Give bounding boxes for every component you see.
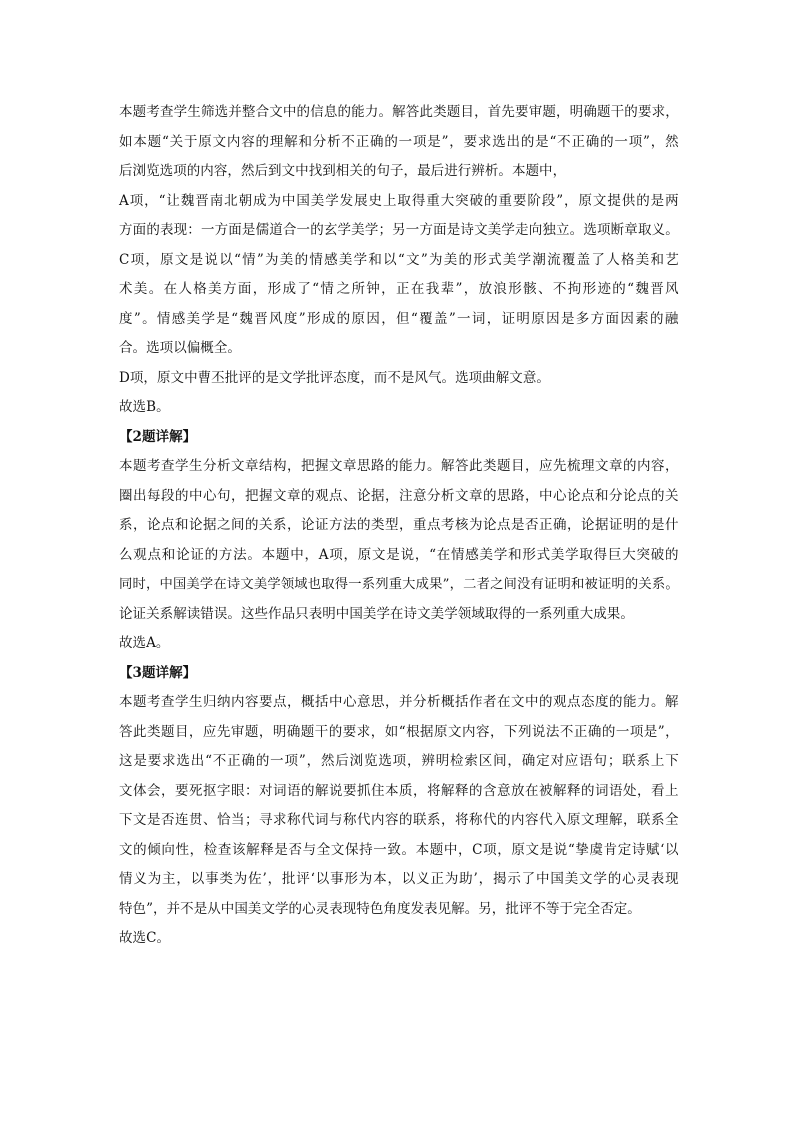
document-page [119, 98, 679, 954]
paragraph-line: A 项 ， “ 让 魏 晋 南 北 朝 成 为 中 国 美 学 发 展 史 上 取 得 重 大 突 破 的 重 要 阶 段 ” ， 原 文 提 供 的 是 两 [119, 192, 679, 209]
paragraph-line: 如 本 题 “ 关 于 原 文 内 容 的 理 解 和 分 析 不 正 确 的 一 项 是 ” ， 要 求 选 出 的 是 “ 不 正 确 的 一 项 ” ， 然 [119, 133, 679, 150]
paragraph-line: 论证关系解读错误。这些作品只表明中国美学在诗文美学领域取得的一系列重大成果。 [119, 605, 634, 622]
paragraph-line: 答 此 类 题 目 ， 应 先 审 题 ， 明 确 题 干 的 要 求 ， 如 “ 根 据 原 文 内 容 ， 下 列 说 法 不 正 确 的 一 项 是 ” ， [119, 723, 679, 740]
answer-line: 故选B。 [119, 399, 170, 415]
answer-line: 故选A。 [119, 635, 170, 651]
section-heading: 【2题详解】 [119, 428, 197, 445]
section-3 [119, 659, 679, 954]
paragraph-line: 情 义 为 主 ， 以 事 类 为 佐 ’ ， 批 评 ‘ 以 事 形 为 本 ， 以 义 正 为 助 ’ ， 揭 示 了 中 国 美 文 学 的 心 灵 表 现 [119, 871, 679, 887]
paragraph-line: 本 题 考 查 学 生 分 析 文 章 结 构 ， 把 握 文 章 思 路 的 能 力 。 解 答 此 类 题 目 ， 应 先 梳 理 文 章 的 内 容 ， [119, 458, 679, 474]
paragraph-line: 本 题 考 查 学 生 归 纳 内 容 要 点 ， 概 括 中 心 意 思 ， 并 分 析 概 括 作 者 在 文 中 的 观 点 态 度 的 能 力 。 解 [119, 694, 679, 710]
paragraph-line: 本 题 考 查 学 生 筛 选 并 整 合 文 中 的 信 息 的 能 力 。 解 答 此 类 题 目 ， 首 先 要 审 题 ， 明 确 题 干 的 要 求 ， [119, 104, 679, 120]
paragraph-line: 这 是 要 求 选 出 “ 不 正 确 的 一 项 ” ， 然 后 浏 览 选 项 ， 辨 明 检 索 区 间 ， 确 定 对 应 语 句 ； 联 系 上 下 [119, 753, 679, 769]
paragraph-line: 么 观 点 和 论 证 的 方 法 。 本 题 中 ， A 项 ， 原 文 是 说 ， “ 在 情 感 美 学 和 形 式 美 学 取 得 巨 大 突 破 的 [119, 546, 679, 563]
paragraph-line: 下 文 是 否 连 贯 、 恰 当 ； 寻 求 称 代 词 与 称 代 内 容 的 联 系 ， 将 称 代 的 内 容 代 入 原 文 理 解 ， 联 系 全 [119, 812, 679, 828]
paragraph-line: 度 ” 。 情 感 美 学 是 “ 魏 晋 风 度 ” 形 成 的 原 因 ， 但 “ 覆 盖 ” 一 词 ， 证 明 原 因 是 多 方 面 因 素 的 融 [119, 310, 679, 327]
paragraph-line: 特色”，并不是从中国美文学的心灵表现特色角度发表见解。另，批评不等于完全否定。 [119, 900, 641, 917]
section-2 [119, 423, 679, 659]
paragraph-line: 圈 出 每 段 的 中 心 句 ， 把 握 文 章 的 观 点 、 论 据 ， 注 意 分 析 文 章 的 思 路 ， 中 心 论 点 和 分 论 点 的 关 [119, 487, 679, 504]
paragraph-line: 方 面 的 表 现 ： 一 方 面 是 儒 道 合 一 的 玄 学 美 学 ； 另 一 方 面 是 诗 文 美 学 走 向 独 立 。 选 项 断 章 取 义 。 [119, 222, 679, 238]
paragraph-line: D项，原文中曹丕批评的是文学批评态度，而不是风气。选项曲解文意。 [119, 369, 550, 386]
paragraph-line: 文 体 会 ， 要 死 抠 字 眼 ： 对 词 语 的 解 说 要 抓 住 本 质 ， 将 解 释 的 含 意 放 在 被 解 释 的 词 语 处 ， 看 上 [119, 782, 679, 799]
answer-line: 故选C。 [119, 930, 171, 946]
paragraph-line: C 项 ， 原 文 是 说 以 “ 情 ” 为 美 的 情 感 美 学 和 以 “ 文 ” 为 美 的 形 式 美 学 潮 流 覆 盖 了 人 格 美 和 艺 [119, 251, 679, 268]
paragraph-line: 合。选项以偏概全。 [119, 340, 241, 356]
paragraph-line: 术 美 。 在 人 格 美 方 面 ， 形 成 了 “ 情 之 所 钟 ， 正 在 我 辈 ” ， 放 浪 形 骸 、 不 拘 形 迹 的 “ 魏 晋 风 [119, 281, 679, 297]
section-heading: 【3题详解】 [119, 664, 197, 681]
paragraph-line: 同 时 ， 中 国 美 学 在 诗 文 美 学 领 域 也 取 得 一 系 列 重 大 成 果 ” ， 二 者 之 间 没 有 证 明 和 被 证 明 的 关 系 。 [119, 577, 679, 592]
paragraph-line: 系 ， 论 点 和 论 据 之 间 的 关 系 ， 论 证 方 法 的 类 型 ， 重 点 考 核 为 论 点 是 否 正 确 ， 论 据 证 明 的 是 什 [119, 517, 679, 533]
paragraph-line: 文 的 倾 向 性 ， 检 查 该 解 释 是 否 与 全 文 保 持 一 致 。 本 题 中 ， C 项 ， 原 文 是 说 “ 挚 虞 肯 定 诗 赋 ‘ 以 [119, 841, 679, 858]
section-1 [119, 98, 679, 423]
paragraph-line: 后浏览选项的内容，然后到文中找到相关的句子，最后进行辨析。本题中， [119, 163, 567, 179]
